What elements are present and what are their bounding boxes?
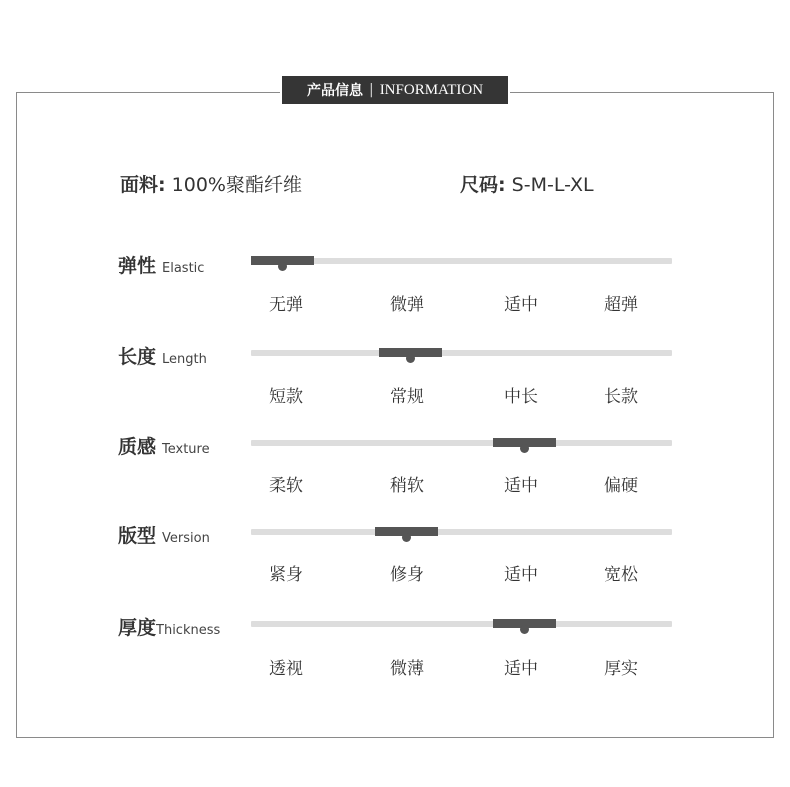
attr-track-thickness (251, 621, 672, 627)
attr-marker-length (379, 348, 442, 357)
attr-label-thickness (118, 613, 220, 640)
option-label: 无弹 (269, 295, 303, 315)
option-label: 常规 (390, 387, 424, 407)
attr-label-en: Thickness (156, 623, 221, 638)
attr-label-length (118, 342, 207, 369)
fabric-value: 100%聚酯纤维 (171, 174, 302, 196)
attr-label-cn: 弹性 (118, 255, 157, 277)
attr-label-en: Texture (162, 442, 210, 457)
attr-label-version (118, 521, 210, 548)
option-label: 透视 (269, 659, 303, 679)
attr-label-en: Length (162, 352, 207, 367)
option-label: 长款 (604, 387, 638, 407)
option-label: 中长 (504, 387, 538, 407)
attr-track-version (251, 529, 672, 535)
option-label: 适中 (504, 476, 538, 496)
attr-track-length (251, 350, 672, 356)
option-label: 偏硬 (604, 476, 638, 496)
option-label: 柔软 (269, 476, 303, 496)
option-label: 微弹 (390, 295, 424, 315)
attr-track-elastic (251, 258, 672, 264)
attr-marker-texture (493, 438, 556, 447)
size-spec (460, 170, 594, 197)
option-label: 紧身 (269, 565, 303, 585)
attr-label-en: Version (162, 531, 210, 546)
attr-marker-version (375, 527, 438, 536)
size-value: S-M-L-XL (511, 174, 594, 196)
option-label: 稍软 (390, 476, 424, 496)
fabric-spec (120, 170, 302, 197)
option-label: 微薄 (390, 659, 424, 679)
header-title-en: INFORMATION (379, 81, 484, 98)
attr-label-cn: 版型 (118, 525, 157, 547)
attr-label-en: Elastic (162, 261, 205, 276)
attr-label-texture (118, 432, 210, 459)
attr-marker-elastic (251, 256, 314, 265)
header-separator: | (368, 82, 374, 98)
option-label: 适中 (504, 565, 538, 585)
header-title-cn: 产品信息 (306, 83, 363, 99)
attr-track-texture (251, 440, 672, 446)
section-header (280, 76, 510, 104)
attr-label-cn: 长度 (118, 346, 157, 368)
option-label: 厚实 (604, 659, 638, 679)
option-label: 适中 (504, 659, 538, 679)
attr-label-cn: 厚度 (118, 617, 157, 639)
option-label: 修身 (390, 565, 424, 585)
attr-label-cn: 质感 (118, 436, 157, 458)
option-label: 短款 (269, 387, 303, 407)
size-key: 尺码: (460, 174, 506, 196)
section-header-box (282, 76, 508, 104)
option-label: 适中 (504, 295, 538, 315)
option-label: 宽松 (604, 565, 638, 585)
attr-marker-thickness (493, 619, 556, 628)
attr-label-elastic (118, 251, 204, 278)
fabric-key: 面料: (120, 174, 166, 196)
option-label: 超弹 (604, 295, 638, 315)
